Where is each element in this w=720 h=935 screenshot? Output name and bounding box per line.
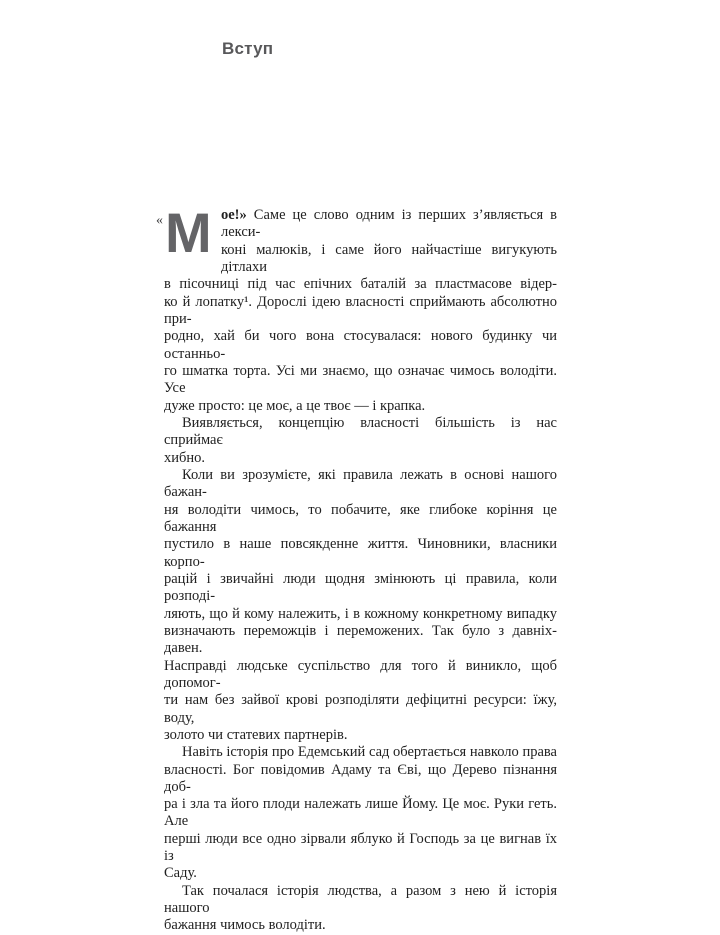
text-line: пустило в наше повсякденне життя. Чиновники, власники корпо- [164, 536, 557, 570]
text-line: Навіть історія про Едемський сад обертається навколо права [182, 744, 557, 761]
drop-cap [156, 201, 221, 264]
text-line: ляють, що й кому належить, і в кожному конкретному випадку [164, 605, 557, 622]
text-line: коні малюків, і саме його найчастіше вигукують дітлахи [221, 241, 557, 275]
text-line: Виявляється, концепцію власності більшість із нас сприймає [164, 414, 557, 449]
bold-lead-word: ое!» [221, 207, 247, 223]
text-line: дуже просто: це моє, а це твоє — і крапка. [164, 397, 426, 414]
text-line: го шматка торта. Усі ми знаємо, що означає чимось володіти. Усе [164, 362, 557, 397]
text-line: ти нам без зайвої крові розподіляти дефіцитні ресурси: їжу, воду, [164, 692, 557, 726]
text-line: визначають переможців і переможених. Так було з давніх-давен. [164, 622, 557, 657]
text-line: ня володіти чимось, то побачите, яке глибоке коріння це бажання [164, 501, 557, 535]
chapter-heading: Вступ [222, 39, 274, 58]
text-line: ра і зла та його плоди належать лише Йому. Це моє. Руки геть. Але [164, 796, 557, 830]
body-text [156, 201, 557, 935]
text-line: хибно. [164, 449, 206, 466]
text-line: бажання чимось володіти. [164, 917, 326, 934]
text-line: ко й лопатку¹. Дорослі ідею власності сприймають абсолютно при- [164, 293, 557, 327]
text-line: Коли ви зрозумієте, які правила лежать в основі нашого бажан- [164, 466, 557, 501]
text-line: в пісочниці під час епічних баталій за пластмасове відер- [164, 276, 557, 293]
text-line: рацій і звичайні люди щодня змінюють ці правила, коли розподі- [164, 570, 557, 605]
text-line: власності. Бог повідомив Адаму та Єві, що Дерево пізнання доб- [164, 761, 557, 795]
text-line: золото чи статевих партнерів. [164, 726, 348, 743]
opening-quote-mark: « [156, 213, 163, 228]
text-line: Насправді людське суспільство для того й виникло, щоб допомог- [164, 657, 557, 691]
text-line: перші люди все одно зірвали яблуко й Господь за це вигнав їх із [164, 830, 557, 865]
text-line-rest: Саме це слово одним із перших з’являється в лекси- [221, 207, 557, 241]
drop-cap-letter: М [165, 201, 212, 264]
text-line: Саду. [164, 865, 197, 882]
text-line [164, 207, 557, 242]
text-line: родно, хай би чого вона стосувалася: нового будинку чи останньо- [164, 328, 557, 362]
text-line: Так почалася історія людства, а разом з нею й історія нашого [164, 882, 557, 917]
